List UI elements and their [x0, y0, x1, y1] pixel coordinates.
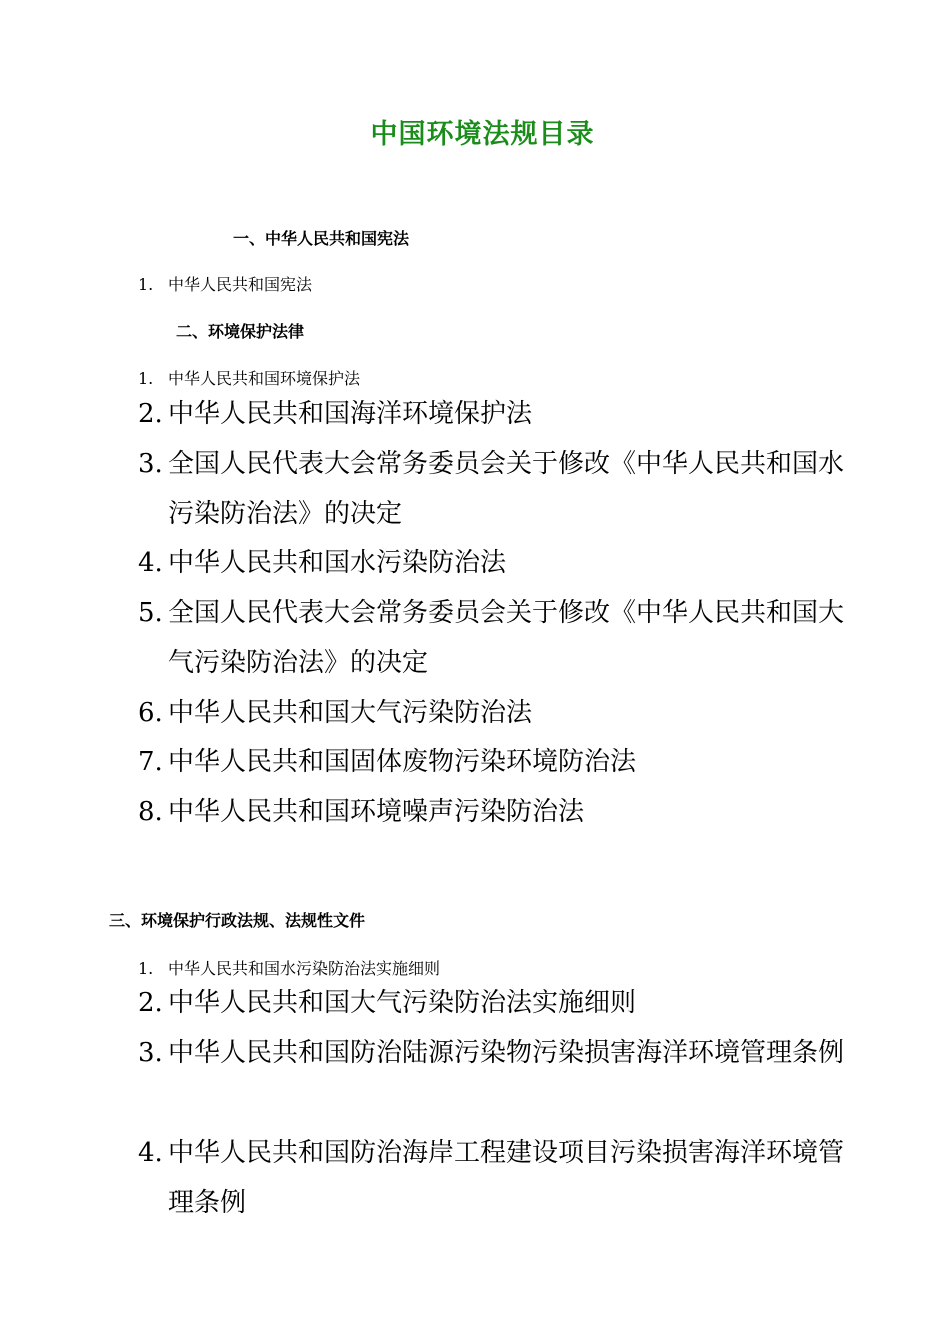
list-item — [138, 737, 868, 787]
item-number: 1. — [138, 275, 154, 294]
item-number: 3. — [138, 1038, 163, 1068]
item-text: 中华人民共和国大气污染防治法实施细则 — [168, 988, 637, 1018]
item-number: 4. — [138, 1138, 163, 1168]
item-text: 全国人民代表大会常务委员会关于修改《中华人民共和国大气污染防治法》的决定 — [168, 598, 845, 678]
item-text: 中华人民共和国水污染防治法 — [168, 548, 507, 578]
list-item — [138, 366, 360, 389]
list-item — [138, 787, 868, 837]
item-number: 6. — [138, 698, 163, 728]
item-number: 2. — [138, 399, 163, 429]
list-item — [138, 1028, 868, 1078]
item-text: 中华人民共和国固体废物污染环境防治法 — [168, 747, 637, 777]
list-item — [138, 588, 868, 688]
item-text: 中华人民共和国环境噪声污染防治法 — [168, 797, 585, 827]
item-number: 1. — [138, 959, 154, 978]
item-text: 中华人民共和国环境保护法 — [168, 369, 361, 388]
item-text: 中华人民共和国海洋环境保护法 — [168, 399, 533, 429]
item-number: 3. — [138, 449, 163, 479]
section-heading-laws: 二、环境保护法律 — [176, 322, 305, 341]
item-number: 7. — [138, 747, 163, 777]
list-item — [138, 272, 312, 295]
section-heading-constitution: 一、中华人民共和国宪法 — [233, 229, 410, 248]
item-number: 1. — [138, 369, 154, 388]
item-text: 中华人民共和国防治海岸工程建设项目污染损害海洋环境管理条例 — [168, 1138, 845, 1218]
list-item — [138, 439, 868, 539]
item-text: 中华人民共和国防治陆源污染物污染损害海洋环境管理条例 — [168, 1038, 845, 1068]
item-number: 8. — [138, 797, 163, 827]
item-number: 4. — [138, 548, 163, 578]
list-item — [138, 538, 868, 588]
document-title: 中国环境法规目录 — [370, 119, 595, 150]
item-number: 2. — [138, 988, 163, 1018]
item-number: 5. — [138, 598, 163, 628]
list-item — [138, 389, 868, 439]
item-text: 中华人民共和国宪法 — [168, 275, 313, 294]
item-text: 中华人民共和国大气污染防治法 — [168, 698, 533, 728]
list-item — [138, 978, 868, 1028]
section-heading-regulations: 三、环境保护行政法规、法规性文件 — [109, 911, 366, 930]
list-item — [138, 1128, 868, 1228]
item-text: 全国人民代表大会常务委员会关于修改《中华人民共和国水污染防治法》的决定 — [168, 449, 845, 529]
item-text: 中华人民共和国水污染防治法实施细则 — [168, 959, 441, 978]
list-item — [138, 956, 440, 979]
list-item — [138, 688, 868, 738]
